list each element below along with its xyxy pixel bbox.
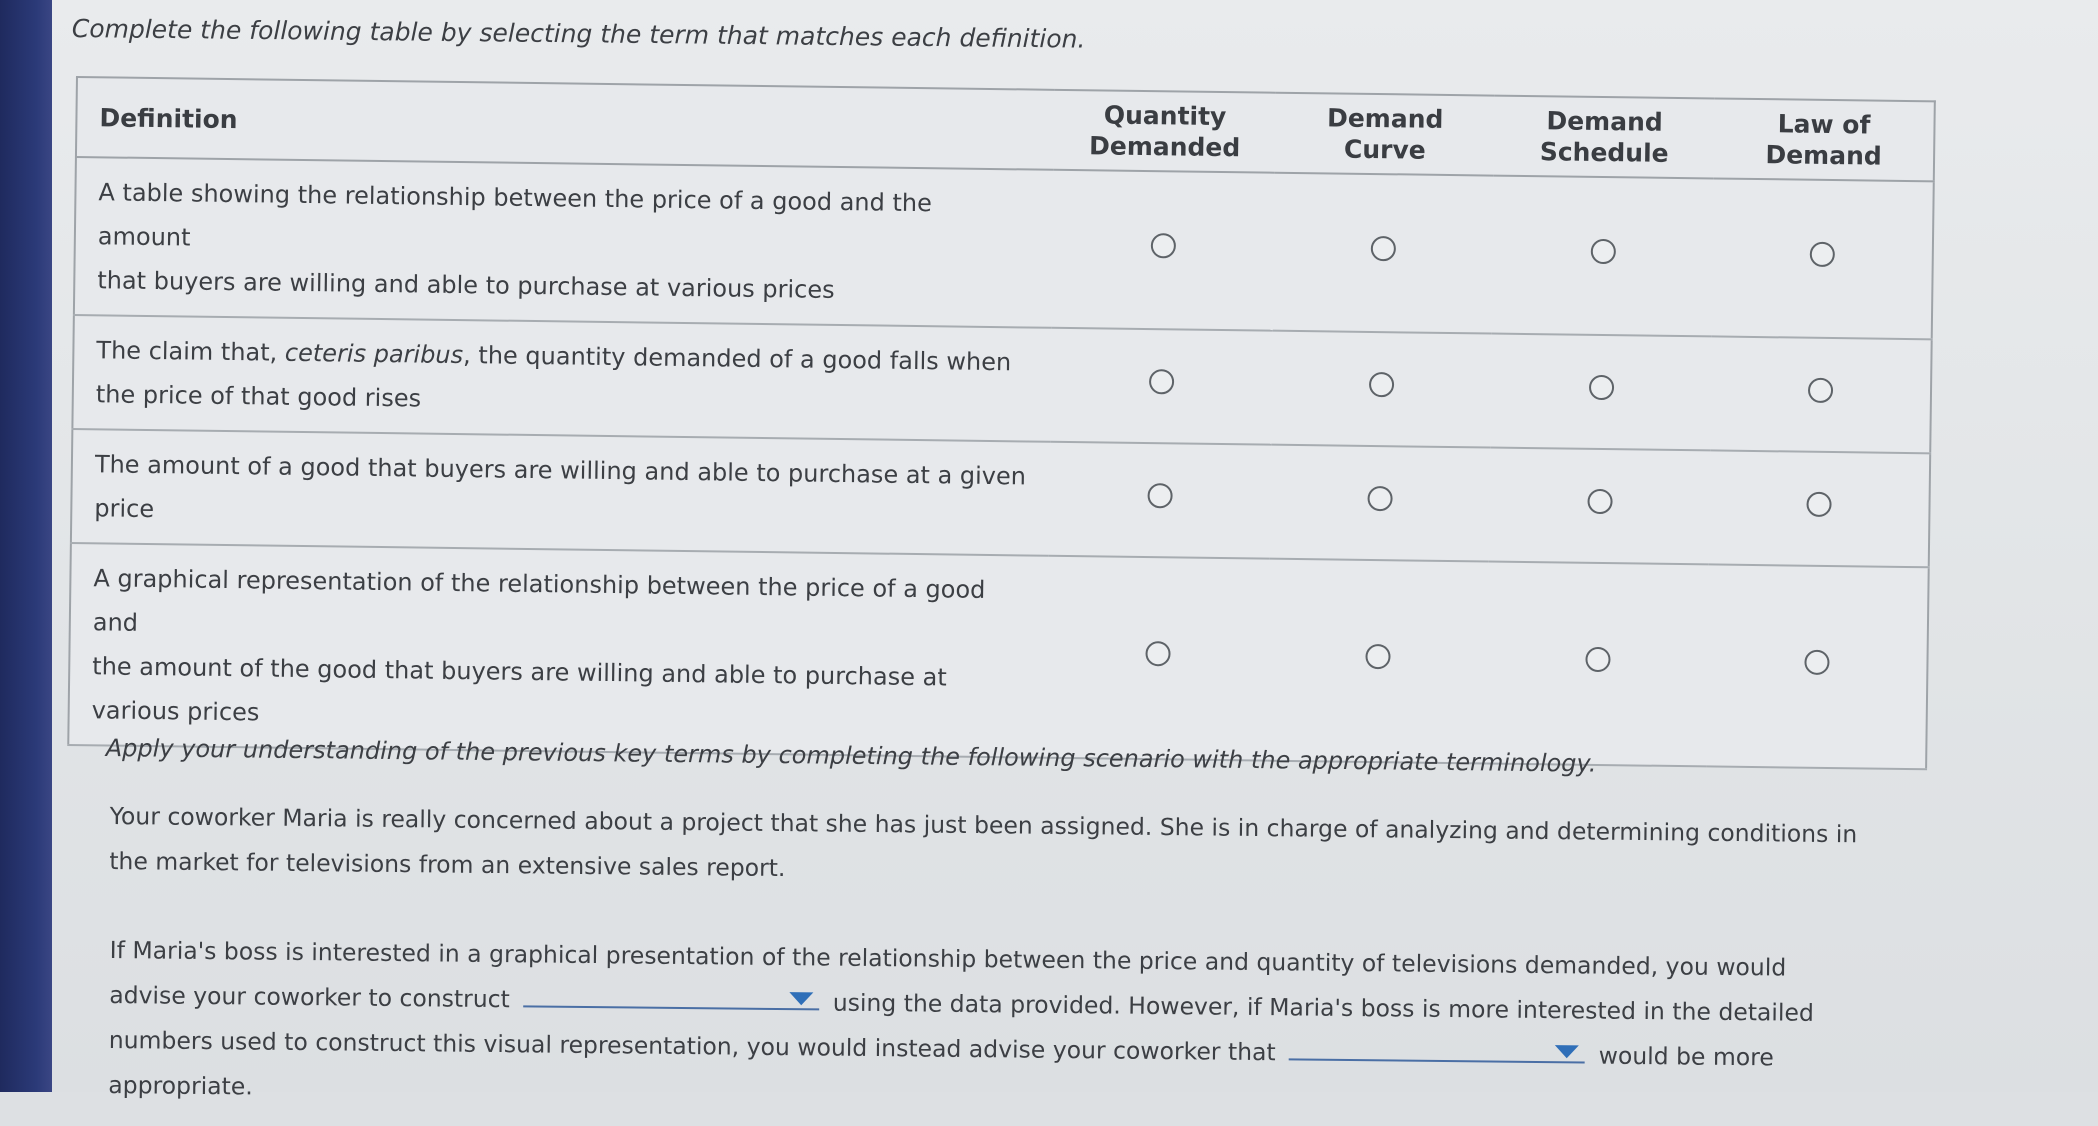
radio-row4-law-of-demand[interactable]: [1804, 650, 1829, 675]
radio-row2-demand-schedule[interactable]: [1588, 375, 1613, 400]
chevron-down-icon: [789, 992, 813, 1005]
scenario-paragraph-2: If Maria's boss is interested in a graphical presentation of the relationship between the price and quantity of televisions demanded, you would advise your coworker to construct using the data provided. However, if Maria's boss is more interested in the detailed numbers used to construct this visual representation, you would instead advise your coworker that would be more appropriate.: [108, 935, 1814, 1101]
definition-column-header: Definition: [76, 77, 1055, 170]
radio-row1-demand-schedule[interactable]: [1590, 239, 1615, 264]
chevron-down-icon: [1555, 1045, 1579, 1058]
radio-row2-quantity-demanded[interactable]: [1149, 369, 1174, 394]
radio-row1-quantity-demanded[interactable]: [1151, 233, 1176, 258]
table-instruction: Complete the following table by selecting the term that matches each definition.: [71, 14, 1086, 54]
radio-row3-law-of-demand[interactable]: [1806, 492, 1831, 517]
radio-row4-quantity-demanded[interactable]: [1145, 641, 1170, 666]
radio-row3-quantity-demanded[interactable]: [1147, 483, 1172, 508]
radio-row2-demand-curve[interactable]: [1369, 372, 1394, 397]
scenario-instruction: Apply your understanding of the previous key terms by completing the following scenario with the appropriate terminology.: [105, 734, 1597, 778]
column-header-demand-schedule: Demand Schedule: [1494, 96, 1715, 179]
scenario-paragraph-1: Your coworker Maria is really concerned about a project that she has just been assigned. She is in charge of analyzing and determining conditions in the market for televisions from an extensive sales report.: [109, 801, 1858, 883]
term-dropdown-1[interactable]: [523, 983, 819, 1010]
radio-row1-law-of-demand[interactable]: [1810, 242, 1835, 267]
term-dropdown-2[interactable]: [1289, 1036, 1585, 1063]
radio-row4-demand-schedule[interactable]: [1585, 647, 1610, 672]
definition-cell: The claim that, ceteris paribus, the quantity demanded of a good falls when the price of that good rises: [72, 315, 1051, 442]
definition-cell: A graphical representation of the relationship between the price of a good and the amount of the good that buyers are willing and able to purchase at various prices: [68, 543, 1048, 758]
table-row: [68, 543, 1928, 769]
table-row: [74, 157, 1934, 339]
definition-cell: The amount of a good that buyers are willing and able to purchase at a given price: [71, 429, 1050, 556]
radio-row4-demand-curve[interactable]: [1366, 644, 1391, 669]
column-header-quantity-demanded: Quantity Demanded: [1054, 90, 1276, 173]
left-sidebar-edge: [0, 0, 52, 1092]
column-header-law-of-demand: Law of Demand: [1714, 98, 1935, 181]
column-header-demand-curve: Demand Curve: [1275, 93, 1495, 176]
radio-row3-demand-curve[interactable]: [1368, 486, 1393, 511]
radio-row2-law-of-demand[interactable]: [1808, 378, 1833, 403]
definition-matching-table: [67, 76, 1936, 770]
radio-row3-demand-schedule[interactable]: [1587, 489, 1612, 514]
definition-cell: A table showing the relationship between the price of a good and the amount that buyers are willing and able to purchase at various prices: [74, 157, 1054, 328]
radio-row1-demand-curve[interactable]: [1371, 236, 1396, 261]
